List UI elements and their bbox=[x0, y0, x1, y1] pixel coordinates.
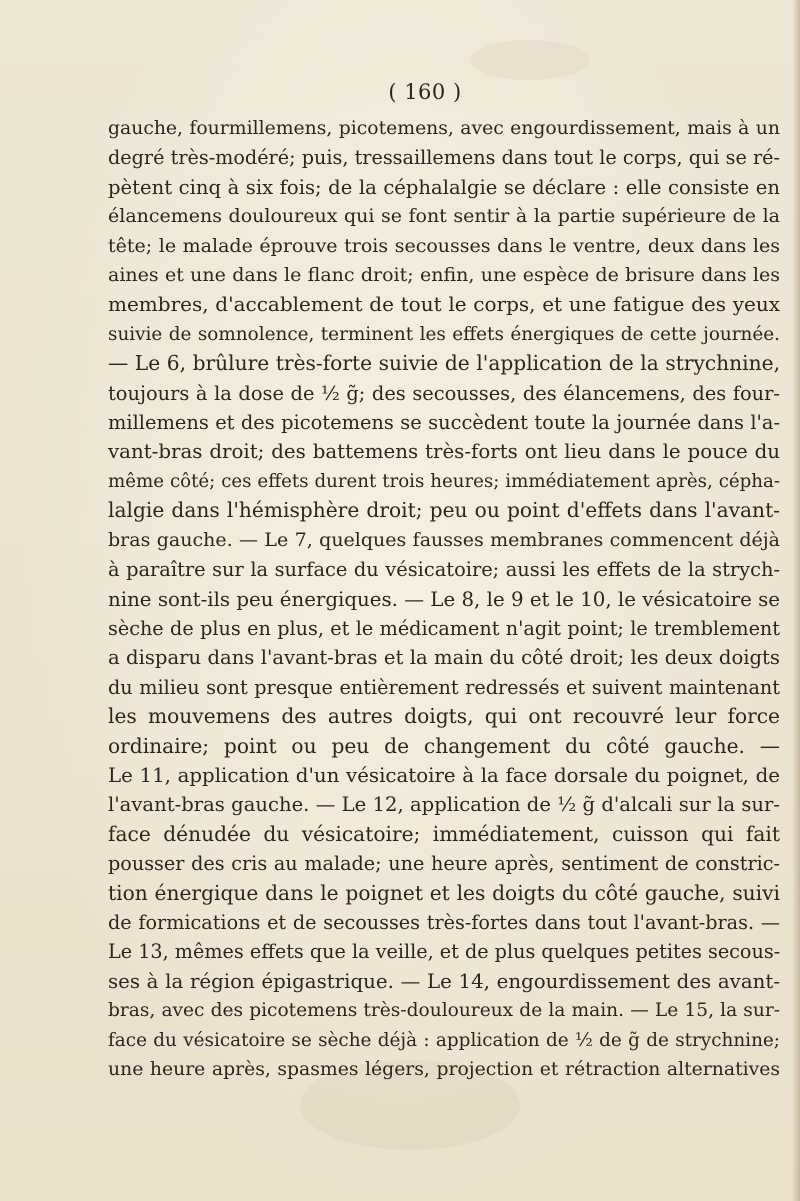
text-line: tion énergique dans le poignet et les doigts du côté gauche, suivi bbox=[108, 880, 780, 905]
text-line: millemens et des picotemens se succèdent toute la journée dans l'a- bbox=[108, 411, 780, 435]
text-line: degré très-modéré; puis, tressaillemens dans tout le corps, qui se ré- bbox=[108, 146, 780, 170]
text-line: du milieu sont presque entièrement redressés et suivent maintenant bbox=[108, 675, 780, 699]
text-line: pousser des cris au malade; une heure après, sentiment de constric- bbox=[108, 852, 780, 876]
text-line: face du vésicatoire se sèche déjà : application de ½ de g̃ de strychnine; bbox=[108, 1029, 780, 1051]
text-line: pètent cinq à six fois; de la céphalalgie se déclare : elle consiste en bbox=[108, 175, 780, 199]
text-line: une heure après, spasmes légers, projection et rétraction alternatives bbox=[108, 1059, 780, 1080]
text-line: élancemens douloureux qui se font sentir à la partie supérieure de la bbox=[108, 205, 780, 228]
text-line: membres, d'accablement de tout le corps, et une fatigue des yeux bbox=[108, 292, 780, 317]
text-line: lalgie dans l'hémisphère droit; peu ou point d'effets dans l'avant- bbox=[108, 498, 780, 523]
paper-stain bbox=[470, 40, 590, 80]
text-line: les mouvemens des autres doigts, qui ont recouvré leur force bbox=[108, 704, 780, 729]
text-line: gauche, fourmillemens, picotemens, avec engourdissement, mais à un bbox=[108, 118, 780, 139]
text-line: ordinaire; point ou peu de changement du côté gauche. — bbox=[108, 733, 780, 758]
text-line: même côté; ces effets durent trois heures; immédiatement après, cépha- bbox=[108, 470, 780, 492]
text-line: bras gauche. — Le 7, quelques fausses membranes commencent déjà bbox=[108, 528, 780, 551]
text-line: Le 11, application d'un vésicatoire à la face dorsale du poignet, de bbox=[108, 763, 780, 787]
text-line: a disparu dans l'avant-bras et la main du côté droit; les deux doigts bbox=[108, 646, 780, 670]
text-line: nine sont-ils peu énergiques. — Le 8, le 9 et le 10, le vésicatoire se bbox=[108, 587, 780, 611]
text-line: face dénudée du vésicatoire; immédiatement, cuisson qui fait bbox=[108, 821, 780, 846]
text-line: Le 13, mêmes effets que la veille, et de plus quelques petites secous- bbox=[108, 940, 781, 964]
text-line: ses à la région épigastrique. — Le 14, engourdissement des avant- bbox=[108, 969, 780, 993]
text-line: bras, avec des picotemens très-douloureux de la main. — Le 15, la sur- bbox=[108, 1000, 780, 1022]
text-line: vant-bras droit; des battemens très-forts ont lieu dans le pouce du bbox=[108, 440, 780, 464]
text-line: l'avant-bras gauche. — Le 12, application de ½ g̃ d'alcali sur la sur- bbox=[108, 793, 780, 817]
page-edge-shadow bbox=[792, 0, 800, 1201]
text-line: tête; le malade éprouve trois secousses dans le ventre, deux dans les bbox=[108, 234, 780, 257]
text-line: sèche de plus en plus, et le médicament n'agit point; le tremblement bbox=[108, 616, 780, 640]
text-line: à paraître sur la surface du vésicatoire; aussi les effets de la strych- bbox=[108, 558, 780, 582]
text-line: toujours à la dose de ½ g̃; des secousses, des élancemens, des four- bbox=[108, 381, 780, 405]
text-line: suivie de somnolence, terminent les effets énergiques de cette journée. bbox=[108, 323, 780, 345]
page-number: ( 160 ) bbox=[388, 80, 462, 104]
text-line: de formications et de secousses très-fortes dans tout l'avant-bras. — bbox=[108, 910, 780, 934]
text-line: — Le 6, brûlure très-forte suivie de l'application de la strychnine, bbox=[108, 351, 780, 376]
body-text bbox=[108, 114, 780, 1084]
text-line: aines et une dans le flanc droit; enfin, une espèce de brisure dans les bbox=[108, 264, 780, 287]
